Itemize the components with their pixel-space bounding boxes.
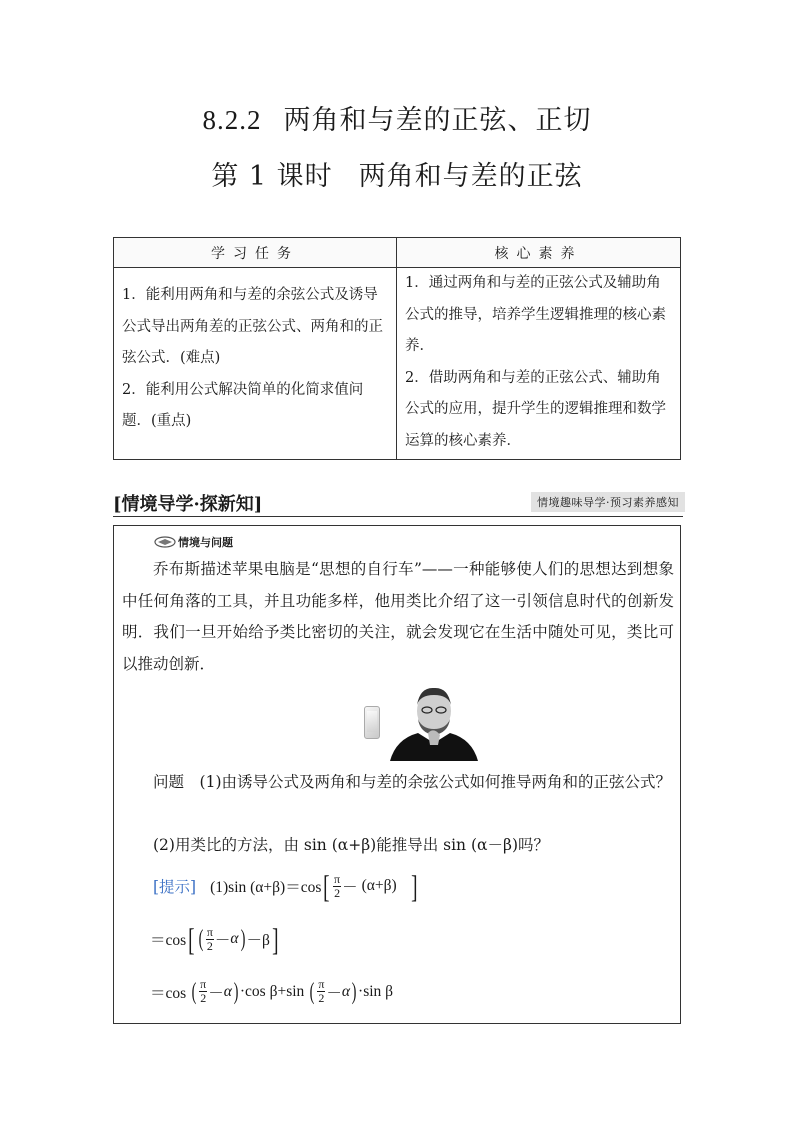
literacy-item: 1．通过两角和与差的正弦公式及辅助角公式的推导，培养学生逻辑推理的核心素养． [405, 275, 666, 354]
section-title [0, 98, 794, 137]
scenario-badge [154, 534, 233, 550]
scenario-box [113, 525, 681, 1024]
question-label: 问题 [153, 773, 185, 791]
section-title-text: 两角和与差的正弦、正切 [283, 105, 592, 136]
objectives-table [113, 237, 681, 460]
hint-label: [提示] [153, 878, 197, 896]
section-heading: [情境导学·探新知] [113, 494, 263, 515]
bracket-right: ] [410, 868, 418, 904]
fraction-pi-over-2: $\frac{\pi}{2}$ [334, 871, 341, 900]
scenario-intro: 乔布斯描述苹果电脑是“思想的自行车”——一种能够使人们的思想达到想象中任何角落的工具，并且功能多样，他用类比介绍了这一引领信息时代的创新发明．我们一旦开始给予类比密切的关注，就会发现它在生活中随处可见，类比可以推动创新． [122, 560, 674, 673]
section-number: 8.2.2 [202, 105, 262, 135]
portrait-photo [390, 683, 478, 761]
formula-line-2-lhs: ＝cos [150, 932, 187, 949]
fraction-pi-over-2: $\frac{\pi}{2}$ [206, 924, 213, 953]
literacy-cell [397, 268, 681, 460]
col-header-tasks: 学习任务 [114, 238, 397, 268]
phone-image [364, 706, 380, 739]
formula-line-3: ＝cos ( $\frac{\pi}{2}$ － α ) ·cos β+sin ( $\frac{\pi}{2}$ － α ) ·sin β [150, 977, 394, 1005]
lesson-number: 第 1 课时 [211, 161, 333, 192]
task-item: 1．能利用两角和与差的余弦公式及诱导公式导出两角差的正弦公式、两角和的正弦公式．(难点) [122, 287, 383, 366]
tasks-cell [114, 268, 397, 460]
formula-line-2: ＝cos [ ( $\frac{\pi}{2}$ － α ) －β ] [150, 921, 279, 957]
formula-line-3-lhs: ＝cos [150, 984, 187, 1002]
fraction-pi-over-2: $\frac{\pi}{2}$ [200, 977, 207, 1005]
question-1 [122, 767, 674, 797]
col-header-literacy: 核心素养 [397, 238, 681, 268]
question-1-text: (1)由诱导公式及两角和与差的余弦公式如何推导两角和的正弦公式？ [199, 773, 671, 791]
formula-line-1: [提示] (1)sin (α+β)＝cos [ $\frac{\pi}{2}$ － (α+β) ] [153, 868, 418, 904]
bracket-left: [ [323, 868, 330, 904]
task-item: 2．能利用公式解决简单的化简求值问题．(重点) [122, 381, 364, 429]
lesson-title [0, 154, 794, 193]
book-icon [154, 536, 176, 548]
badge-label: 情境与问题 [178, 536, 233, 549]
apb-term: (α+β) [361, 877, 397, 894]
fraction-pi-over-2: $\frac{\pi}{2}$ [318, 977, 325, 1005]
formula-line-1-lhs: (1)sin (α+β)＝cos [210, 879, 322, 896]
lesson-title-text: 两角和与差的正弦 [358, 161, 583, 192]
section-tag: 情境趣味导学·预习素养感知 [531, 492, 685, 512]
literacy-item: 2．借助两角和与差的正弦公式、辅助角公式的应用，提升学生的逻辑推理和数学运算的核心素养． [405, 369, 666, 449]
question-2: (2)用类比的方法，由 sin (α+β)能推导出 sin (α－β)吗？ [153, 836, 549, 854]
section-heading-bar [113, 490, 683, 517]
